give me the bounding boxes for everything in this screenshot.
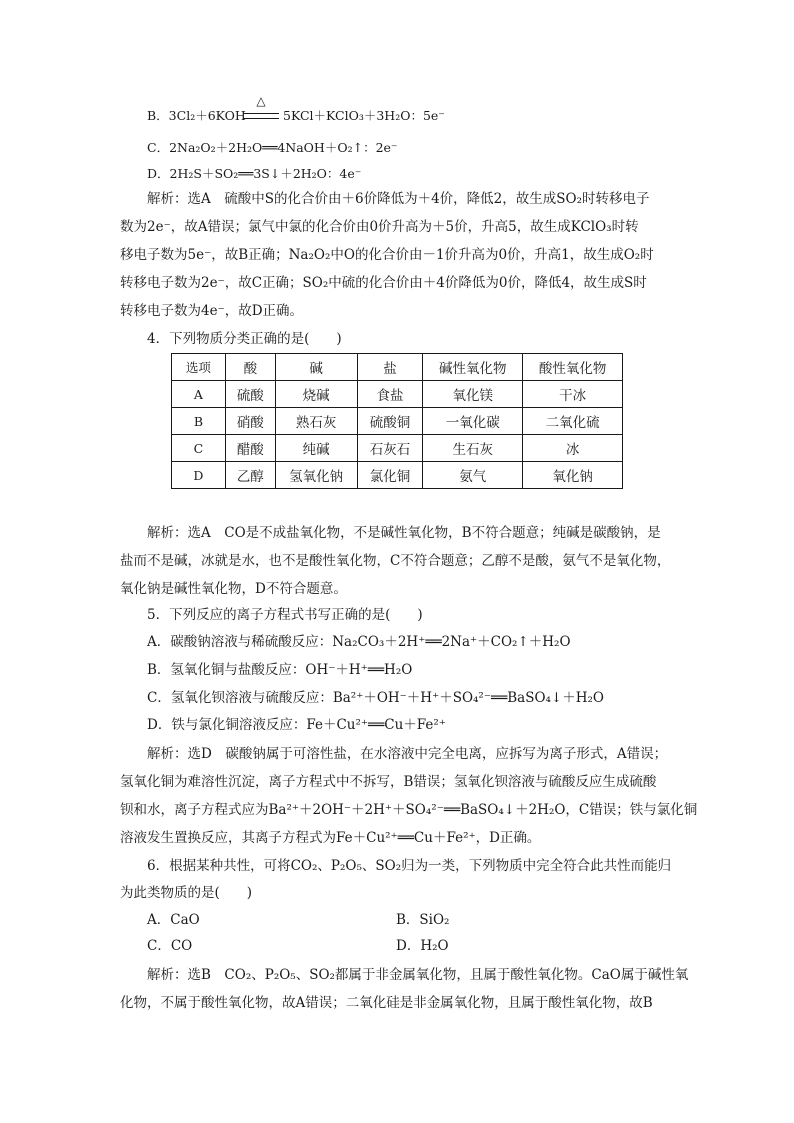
q6-question-line-2: 为此类物质的是( ) bbox=[120, 885, 253, 901]
table-header: 酸 bbox=[225, 354, 275, 381]
table-header: 碱性氧化物 bbox=[423, 354, 523, 381]
q3-option-b-left: B．3Cl₂＋6KOH bbox=[147, 108, 246, 123]
table-header: 酸性氧化物 bbox=[523, 354, 623, 381]
q5-analysis-line-4: 溶液发生置换反应，其离子方程式为Fe＋Cu²⁺══Cu＋Fe²⁺，D正确。 bbox=[120, 830, 541, 846]
table-row bbox=[172, 381, 623, 408]
q5-question: 5．下列反应的离子方程式书写正确的是( ) bbox=[147, 607, 423, 623]
table-row bbox=[172, 462, 623, 489]
q3-analysis-line-3: 移电子数为5e⁻，故B正确；Na₂O₂中O的化合价由－1价升高为0价，升高1，故生成O₂时 bbox=[120, 247, 654, 263]
q3-analysis-line-2: 数为2e⁻，故A错误；氯气中氯的化合价由0价升高为＋5价，升高5，故生成KClO₃时转 bbox=[120, 219, 639, 235]
q6-option-c: C．CO bbox=[147, 938, 193, 954]
q6-option-a: A．CaO bbox=[147, 912, 200, 928]
q4-question: 4．下列物质分类正确的是( ) bbox=[147, 331, 342, 347]
table-cell: 硫酸铜 bbox=[357, 408, 423, 435]
table-cell: 硫酸 bbox=[225, 381, 275, 408]
q5-option-a: A．碳酸钠溶液与稀硫酸反应：Na₂CO₃＋2H⁺══2Na⁺＋CO₂↑＋H₂O bbox=[147, 634, 571, 650]
table-cell: 氯化铜 bbox=[357, 462, 423, 489]
reaction-double-line bbox=[243, 113, 279, 119]
q3-option-c: C．2Na₂O₂＋2H₂O══4NaOH＋O₂↑：2e⁻ bbox=[147, 140, 398, 155]
table-header: 盐 bbox=[357, 354, 423, 381]
table-cell: D bbox=[172, 462, 226, 489]
q4-analysis-line-1: 解析：选A CO是不成盐氧化物，不是碱性氧化物，B不符合题意；纯碱是碳酸钠，是 bbox=[147, 525, 661, 541]
table-cell: 熟石灰 bbox=[275, 408, 357, 435]
q4-analysis-line-2: 盐而不是碱，冰就是水，也不是酸性氧化物，C不符合题意；乙醇不是酸，氨气不是氧化物， bbox=[120, 553, 671, 569]
table-cell: 石灰石 bbox=[357, 435, 423, 462]
table-cell: 一氧化碳 bbox=[423, 408, 523, 435]
q6-question-line-1: 6．根据某种共性，可将CO₂、P₂O₅、SO₂归为一类，下列物质中完全符合此共性而能归 bbox=[147, 858, 672, 874]
table-cell: B bbox=[172, 408, 226, 435]
table-cell: 乙醇 bbox=[225, 462, 275, 489]
q5-option-d: D．铁与氯化铜溶液反应：Fe＋Cu²⁺══Cu＋Fe²⁺ bbox=[147, 717, 446, 733]
q3-option-b bbox=[147, 107, 246, 125]
table-row bbox=[172, 435, 623, 462]
table-cell: 生石灰 bbox=[423, 435, 523, 462]
q5-analysis-line-1: 解析：选D 碳酸钠属于可溶性盐，在水溶液中完全电离，应拆写为离子形式，A错误； bbox=[147, 746, 668, 762]
table-cell: 氧化镁 bbox=[423, 381, 523, 408]
heat-condition-symbol: △ bbox=[256, 94, 266, 108]
q3-analysis-line-1: 解析：选A 硫酸中S的化合价由＋6价降低为＋4价，降低2，故生成SO₂时转移电子 bbox=[147, 191, 650, 207]
q3-analysis-line-4: 转移电子数为2e⁻，故C正确；SO₂中硫的化合价由＋4价降低为0价，降低4，故生成S时 bbox=[120, 275, 647, 291]
table-cell: 烧碱 bbox=[275, 381, 357, 408]
q5-option-b: B．氢氧化铜与盐酸反应：OH⁻＋H⁺══H₂O bbox=[147, 662, 413, 678]
table-header-row bbox=[172, 354, 623, 381]
table-header: 选项 bbox=[172, 354, 226, 381]
table-header: 碱 bbox=[275, 354, 357, 381]
q6-option-b: B．SiO₂ bbox=[396, 912, 450, 928]
q5-option-c: C．氢氧化钡溶液与硫酸反应：Ba²⁺＋OH⁻＋H⁺＋SO₄²⁻══BaSO₄↓＋H₂O bbox=[147, 690, 604, 706]
table-cell: C bbox=[172, 435, 226, 462]
q3-option-d: D．2H₂S＋SO₂══3S↓＋2H₂O：4e⁻ bbox=[147, 166, 362, 181]
q6-analysis-line-2: 化物，不属于酸性氧化物，故A错误；二氧化硅是非金属氧化物，且属于酸性氧化物，故B bbox=[120, 995, 653, 1011]
table-cell: 冰 bbox=[523, 435, 623, 462]
table-cell: 醋酸 bbox=[225, 435, 275, 462]
q6-option-d: D．H₂O bbox=[396, 938, 449, 954]
table-row bbox=[172, 408, 623, 435]
table-cell: 二氧化硫 bbox=[523, 408, 623, 435]
q5-analysis-line-2: 氢氧化铜为难溶性沉淀，离子方程式中不拆写，B错误；氢氧化钡溶液与硫酸反应生成硫酸 bbox=[120, 774, 657, 790]
table-cell: 氨气 bbox=[423, 462, 523, 489]
q3-option-b-right: 5KCl＋KClO₃＋3H₂O：5e⁻ bbox=[283, 108, 445, 123]
classification-table bbox=[171, 353, 623, 489]
q4-analysis-line-3: 氧化钠是碱性氧化物，D不符合题意。 bbox=[120, 581, 347, 597]
table-cell: 食盐 bbox=[357, 381, 423, 408]
table-cell: 干冰 bbox=[523, 381, 623, 408]
table-cell: 氢氧化钠 bbox=[275, 462, 357, 489]
table-cell: 硝酸 bbox=[225, 408, 275, 435]
table-cell: 氧化钠 bbox=[523, 462, 623, 489]
q3-analysis-line-5: 转移电子数为4e⁻，故D正确。 bbox=[120, 303, 304, 319]
table-cell: A bbox=[172, 381, 226, 408]
q6-analysis-line-1: 解析：选B CO₂、P₂O₅、SO₂都属于非金属氧化物，且属于酸性氧化物。CaO属于碱性氧 bbox=[147, 967, 689, 983]
table-cell: 纯碱 bbox=[275, 435, 357, 462]
q5-analysis-line-3: 钡和水，离子方程式应为Ba²⁺＋2OH⁻＋2H⁺＋SO₄²⁻══BaSO₄↓＋2H₂O，C错误；铁与氯化铜 bbox=[120, 802, 698, 818]
